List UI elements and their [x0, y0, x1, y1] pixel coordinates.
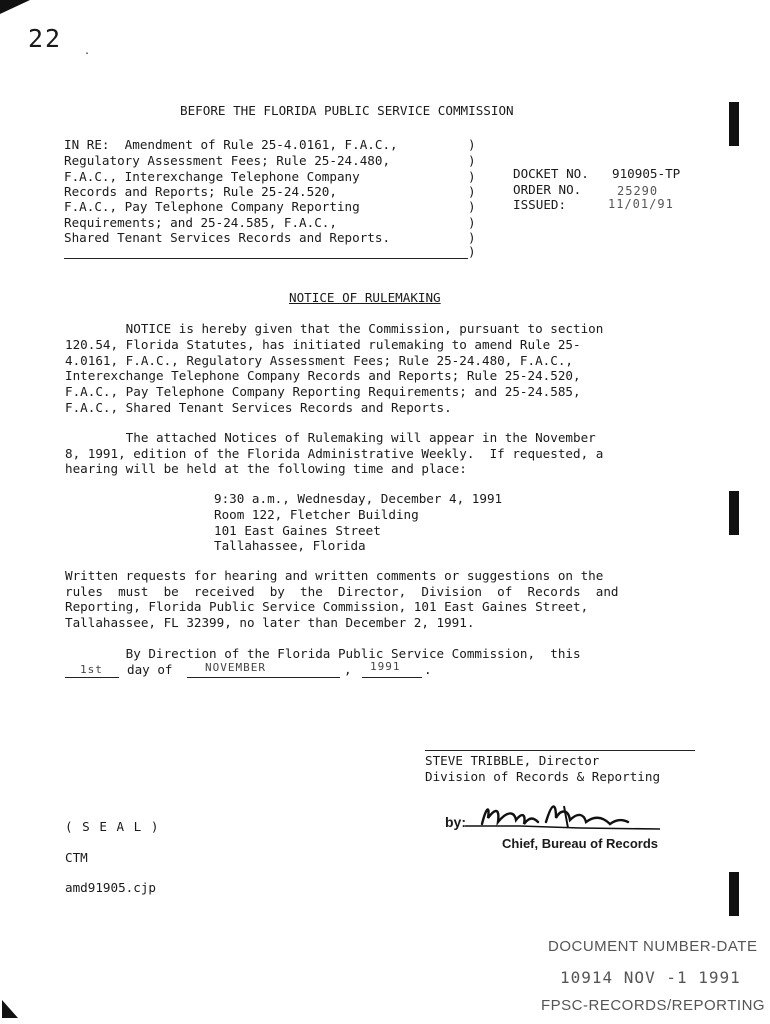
- caption-paren: ): [468, 153, 476, 168]
- date-period: .: [424, 662, 432, 677]
- bureau-title: Chief, Bureau of Records: [502, 836, 659, 851]
- order-label: ORDER NO.: [513, 182, 582, 197]
- handwritten-signature: [460, 798, 670, 838]
- margin-mark: [729, 491, 739, 535]
- paragraph-line: Written requests for hearing and written comments or suggestions on the: [65, 568, 604, 583]
- signature-rule: [425, 750, 695, 751]
- margin-mark: [729, 102, 739, 146]
- caption-line: Shared Tenant Services Records and Reports.: [64, 230, 391, 245]
- direction-line: By Direction of the Florida Public Service Commission, this: [65, 646, 581, 661]
- caption-line: F.A.C., Pay Telephone Company Reporting: [64, 199, 360, 214]
- stamp-office: FPSC-RECORDS/REPORTING: [541, 997, 766, 1014]
- caption-paren: ): [468, 199, 476, 214]
- paragraph-line: F.A.C., Pay Telephone Company Reporting Requirements; and 25-24.585,: [65, 384, 581, 399]
- date-comma: ,: [344, 662, 352, 677]
- paragraph-line: Interexchange Telephone Company Records and Reports; Rule 25-24.520,: [65, 368, 581, 383]
- month-fill: NOVEMBER: [205, 661, 266, 674]
- director-division: Division of Records & Reporting: [425, 769, 661, 784]
- day-blank: [65, 677, 119, 678]
- caption-line: Requirements; and 25-24.585, F.A.C.,: [64, 215, 337, 230]
- caption-paren: ): [468, 244, 476, 259]
- caption-paren: ): [468, 184, 476, 199]
- paragraph-line: hearing will be held at the following time and place:: [65, 461, 467, 476]
- director-name: STEVE TRIBBLE, Director: [425, 753, 600, 768]
- margin-mark: [729, 872, 739, 916]
- corner-mark-bottom: [2, 1000, 18, 1018]
- page-number-dot: .: [84, 46, 91, 57]
- issued-date: 11/01/91: [608, 197, 674, 211]
- by-label: by:: [445, 814, 466, 830]
- commission-heading: BEFORE THE FLORIDA PUBLIC SERVICE COMMISSION: [180, 103, 514, 118]
- issued-label: ISSUED:: [513, 197, 567, 212]
- paragraph-line: F.A.C., Shared Tenant Services Records and Reports.: [65, 400, 452, 415]
- stamp-number-date: 10914 NOV -1 1991: [560, 968, 741, 987]
- caption-line: Records and Reports; Rule 25-24.520,: [64, 184, 337, 199]
- caption-line: IN RE: Amendment of Rule 25-4.0161, F.A.C.,: [64, 137, 398, 152]
- caption-line: F.A.C., Interexchange Telephone Company: [64, 169, 360, 184]
- caption-paren: ): [468, 230, 476, 245]
- docket-number: 910905-TP: [612, 166, 681, 181]
- caption-paren: ): [468, 169, 476, 184]
- month-blank: [187, 677, 340, 678]
- day-of-text: day of: [127, 662, 173, 677]
- year-fill: 1991: [370, 660, 401, 673]
- caption-rule: [64, 258, 468, 259]
- caption-line: Regulatory Assessment Fees; Rule 25-24.480,: [64, 153, 391, 168]
- docket-label: DOCKET NO.: [513, 166, 589, 181]
- hearing-city: Tallahassee, Florida: [214, 538, 366, 553]
- paragraph-line: Tallahassee, FL 32399, no later than December 2, 1991.: [65, 615, 475, 630]
- paragraph-line: 120.54, Florida Statutes, has initiated rulemaking to amend Rule 25-: [65, 337, 581, 352]
- paragraph-line: Reporting, Florida Public Service Commission, 101 East Gaines Street,: [65, 599, 589, 614]
- file-name: amd91905.cjp: [65, 880, 156, 895]
- paragraph-line: rules must be received by the Director, Division of Records and: [65, 584, 619, 599]
- typist-initials: CTM: [65, 850, 88, 865]
- stamp-header: DOCUMENT NUMBER-DATE: [548, 938, 758, 955]
- paragraph-line: 4.0161, F.A.C., Regulatory Assessment Fees; Rule 25-24.480, F.A.C.,: [65, 353, 573, 368]
- hearing-time: 9:30 a.m., Wednesday, December 4, 1991: [214, 491, 503, 506]
- page-number: 22: [28, 24, 63, 53]
- paragraph-line: NOTICE is hereby given that the Commission, pursuant to section: [65, 321, 604, 336]
- notice-title: NOTICE OF RULEMAKING: [289, 290, 441, 305]
- day-fill: 1st: [80, 663, 103, 676]
- seal-placeholder: ( S E A L ): [65, 819, 160, 834]
- hearing-street: 101 East Gaines Street: [214, 523, 381, 538]
- hearing-room: Room 122, Fletcher Building: [214, 507, 419, 522]
- caption-paren: ): [468, 137, 476, 152]
- order-number: 25290: [617, 184, 659, 198]
- caption-paren: ): [468, 215, 476, 230]
- year-blank: [362, 677, 422, 678]
- corner-mark-top: [0, 0, 30, 14]
- paragraph-line: 8, 1991, edition of the Florida Administrative Weekly. If requested, a: [65, 446, 604, 461]
- paragraph-line: The attached Notices of Rulemaking will appear in the November: [65, 430, 596, 445]
